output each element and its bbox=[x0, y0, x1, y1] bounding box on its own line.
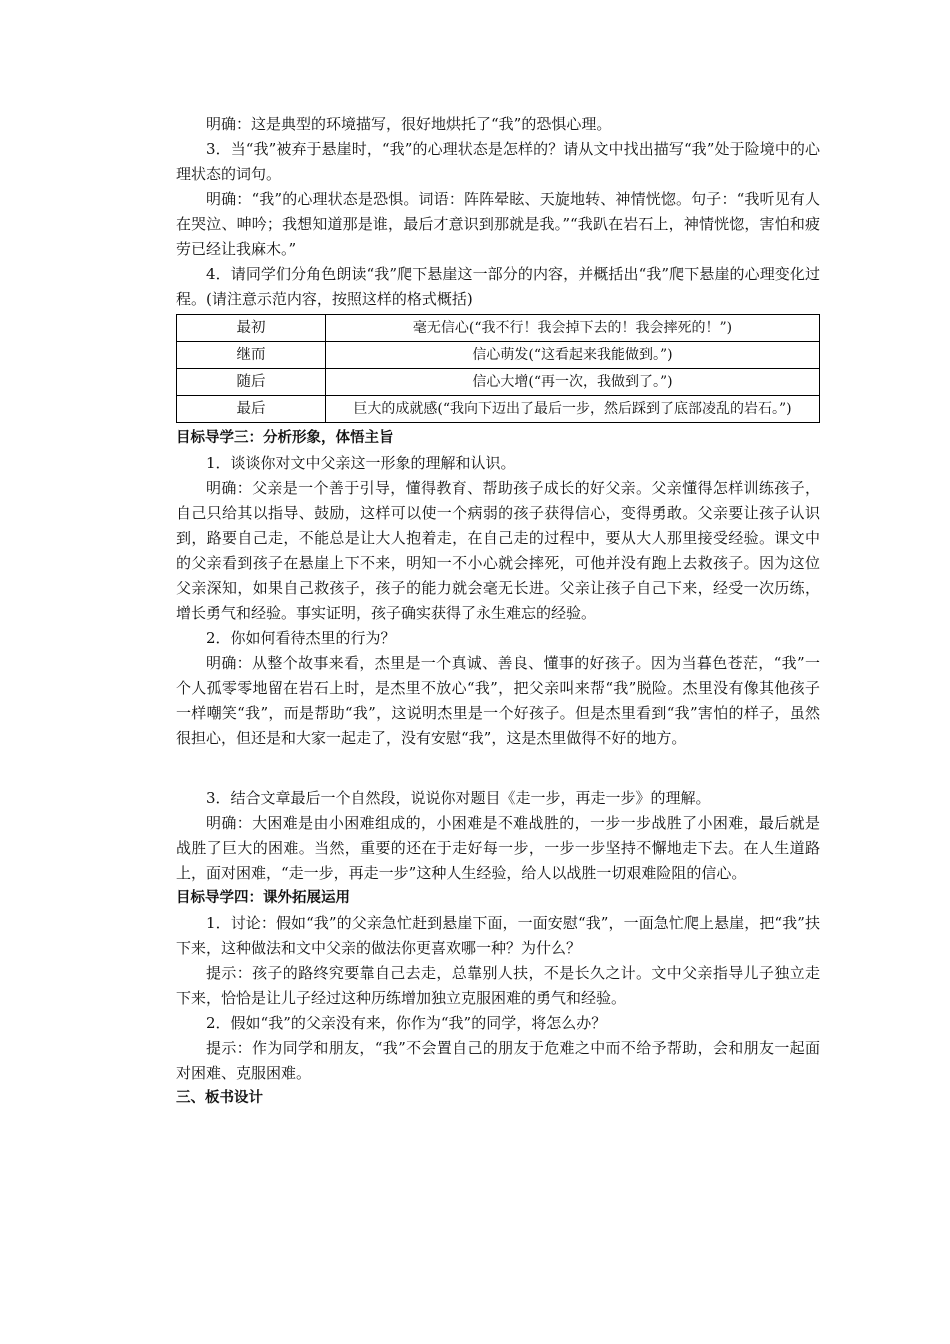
desc-cell: 毫无信心(“我不行！我会掉下去的！我会摔死的！”) bbox=[326, 315, 820, 342]
section-heading-board: 三、板书设计 bbox=[176, 1090, 263, 1106]
stage-cell: 最后 bbox=[177, 396, 326, 423]
stage-cell: 随后 bbox=[177, 369, 326, 396]
document-page bbox=[176, 112, 820, 1111]
question-discussion: 1．讨论：假如“我”的父亲急忙赶到悬崖下面，一面安慰“我”，一面急忙爬上悬崖，把“我”扶下来，这种做法和文中父亲的做法你更喜欢哪一种？为什么？ bbox=[176, 914, 820, 957]
desc-cell: 信心萌发(“这看起来我能做到。”) bbox=[326, 342, 820, 369]
table-row bbox=[177, 369, 820, 396]
table-row bbox=[177, 315, 820, 342]
question-jerry: 2．你如何看待杰里的行为？ bbox=[206, 629, 396, 647]
question-father: 1．谈谈你对文中父亲这一形象的理解和认识。 bbox=[206, 454, 516, 472]
table-row bbox=[177, 342, 820, 369]
blank-gap bbox=[176, 751, 820, 786]
stage-cell: 最初 bbox=[177, 315, 326, 342]
answer-father: 明确：父亲是一个善于引导，懂得教育、帮助孩子成长的好父亲。父亲懂得怎样训练孩子，自己只给其以指导、鼓励，这样可以使一个病弱的孩子获得信心，变得勇敢。父亲要让孩子认识到，路要自己走，不能总是让大人抱着走，在自己走的过程中，要从大人那里接受经验。课文中的父亲看到孩子在悬崖上下不来，明知一不小心就会摔死，可他并没有跑上去救孩子。因为这位父亲深知，如果自己救孩子，孩子的能力就会毫无长进。父亲让孩子自己下来，经受一次历练，增长勇气和经验。事实证明，孩子确实获得了永生难忘的经验。 bbox=[176, 479, 820, 622]
answer-3: 明确：“我”的心理状态是恐惧。词语：阵阵晕眩、天旋地转、神情恍惚。句子：“我听见有人在哭泣、呻吟；我想知道那是谁，最后才意识到那就是我。”“我趴在岩石上，神情恍惚，害怕和疲劳已经让我麻木。” bbox=[176, 190, 820, 258]
hint-discussion: 提示：孩子的路终究要靠自己去走，总靠别人扶，不是长久之计。文中父亲指导儿子独立走下来，恰恰是让儿子经过这种历练增加独立克服困难的勇气和经验。 bbox=[176, 964, 820, 1007]
section-heading-3: 目标导学三：分析形象，体悟主旨 bbox=[176, 430, 394, 446]
answer-jerry: 明确：从整个故事来看，杰里是一个真诚、善良、懂事的好孩子。因为当暮色苍茫，“我”一个人孤零零地留在岩石上时，是杰里不放心“我”，把父亲叫来帮“我”脱险。杰里没有像其他孩子一样嘲笑“我”，而是帮助“我”，这说明杰里是一个好孩子。但是杰里看到“我”害怕的样子，虽然很担心，但还是和大家一起走了，没有安慰“我”，这是杰里做得不好的地方。 bbox=[176, 654, 820, 747]
stage-cell: 继而 bbox=[177, 342, 326, 369]
desc-cell: 信心大增(“再一次，我做到了。”) bbox=[326, 369, 820, 396]
table-row bbox=[177, 396, 820, 423]
desc-cell: 巨大的成就感(“我向下迈出了最后一步，然后踩到了底部凌乱的岩石。”) bbox=[326, 396, 820, 423]
question-title: 3．结合文章最后一个自然段，说说你对题目《走一步，再走一步》的理解。 bbox=[206, 789, 711, 807]
question-3: 3．当“我”被弃于悬崖时，“我”的心理状态是怎样的？请从文中找出描写“我”处于险境中的心理状态的词句。 bbox=[176, 140, 820, 183]
section-heading-4: 目标导学四：课外拓展运用 bbox=[176, 890, 350, 906]
answer-title: 明确：大困难是由小困难组成的，小困难是不难战胜的，一步一步战胜了小困难，最后就是战胜了巨大的困难。当然，重要的还在于走好每一步，一步一步坚持不懈地走下去。在人生道路上，面对困难，“走一步，再走一步”这种人生经验，给人以战胜一切艰难险阻的信心。 bbox=[176, 814, 820, 882]
question-4: 4．请同学们分角色朗读“我”爬下悬崖这一部分的内容，并概括出“我”爬下悬崖的心理变化过程。(请注意示范内容，按照这样的格式概括) bbox=[176, 265, 820, 308]
hint-classmate: 提示：作为同学和朋友，“我”不会置自己的朋友于危难之中而不给予帮助，会和朋友一起面对困难、克服困难。 bbox=[176, 1039, 820, 1082]
question-classmate: 2．假如“我”的父亲没有来，你作为“我”的同学，将怎么办？ bbox=[206, 1014, 607, 1032]
paragraph-answer-environment: 明确：这是典型的环境描写，很好地烘托了“我”的恐惧心理。 bbox=[206, 115, 612, 133]
psychology-change-table bbox=[176, 314, 820, 423]
